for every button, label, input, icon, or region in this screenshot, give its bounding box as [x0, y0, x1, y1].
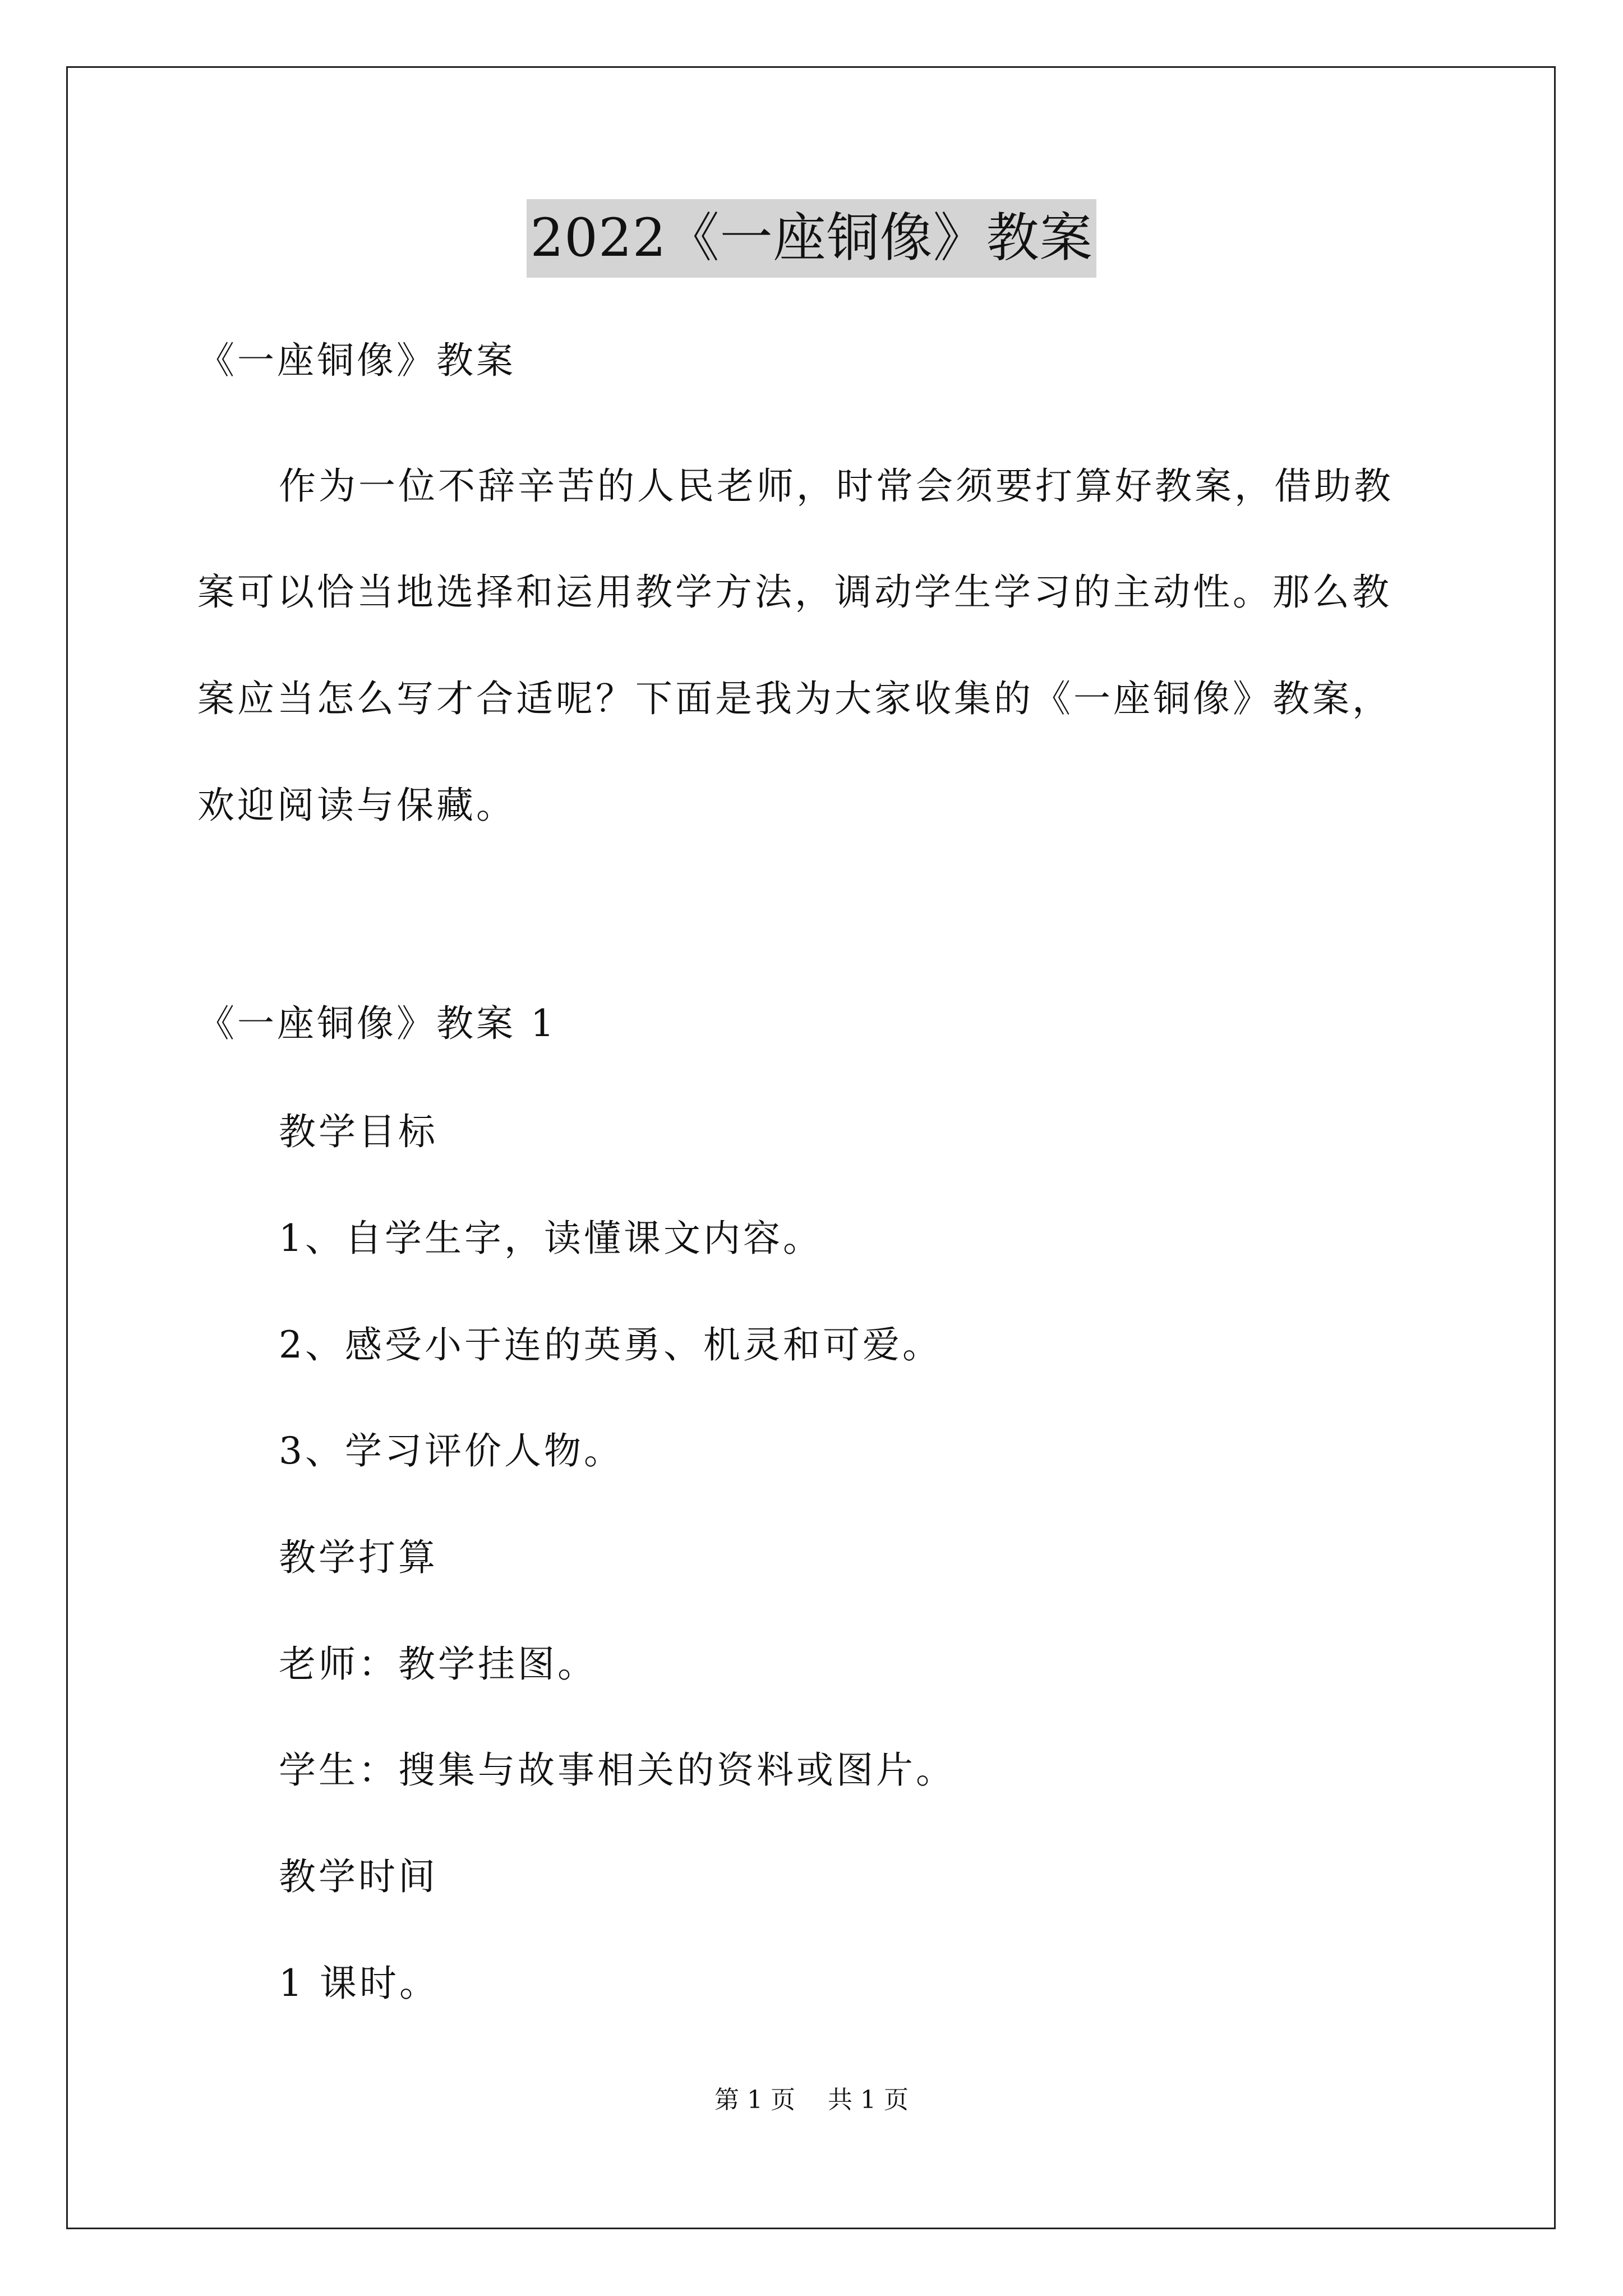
prep-teacher: 老师：教学挂图。	[279, 1642, 597, 1686]
title-block	[0, 199, 1623, 278]
section-title: 《一座铜像》教案 1	[197, 1002, 557, 1045]
heading-teaching-goals: 教学目标	[279, 1110, 438, 1153]
goal-item-1: 1、自学生字，读懂课文内容。	[279, 1217, 823, 1260]
goal-item-2: 2、感受小于连的英勇、机灵和可爱。	[279, 1323, 942, 1366]
intro-line-4: 欢迎阅读与保藏。	[197, 784, 516, 827]
time-value: 1 课时。	[279, 1962, 439, 2005]
goal-item-3: 3、学习评价人物。	[279, 1429, 624, 1473]
page-number-total: 共 1 页	[828, 2086, 909, 2114]
page-number-current: 第 1 页	[714, 2086, 795, 2114]
prep-student: 学生：搜集与故事相关的资料或图片。	[279, 1749, 956, 1792]
document-subtitle: 《一座铜像》教案	[197, 339, 516, 382]
heading-teaching-prep: 教学打算	[279, 1536, 438, 1579]
page-footer	[0, 2083, 1623, 2117]
intro-line-2: 案可以恰当地选择和运用教学方法，调动学生学习的主动性。那么教	[197, 570, 1392, 614]
intro-line-3: 案应当怎么写才合适呢？下面是我为大家收集的《一座铜像》教案，	[197, 677, 1392, 720]
intro-line-1: 作为一位不辞辛苦的人民老师，时常会须要打算好教案，借助教	[279, 464, 1394, 508]
document-title: 2022《一座铜像》教案	[527, 199, 1096, 278]
heading-teaching-time: 教学时间	[279, 1855, 438, 1898]
